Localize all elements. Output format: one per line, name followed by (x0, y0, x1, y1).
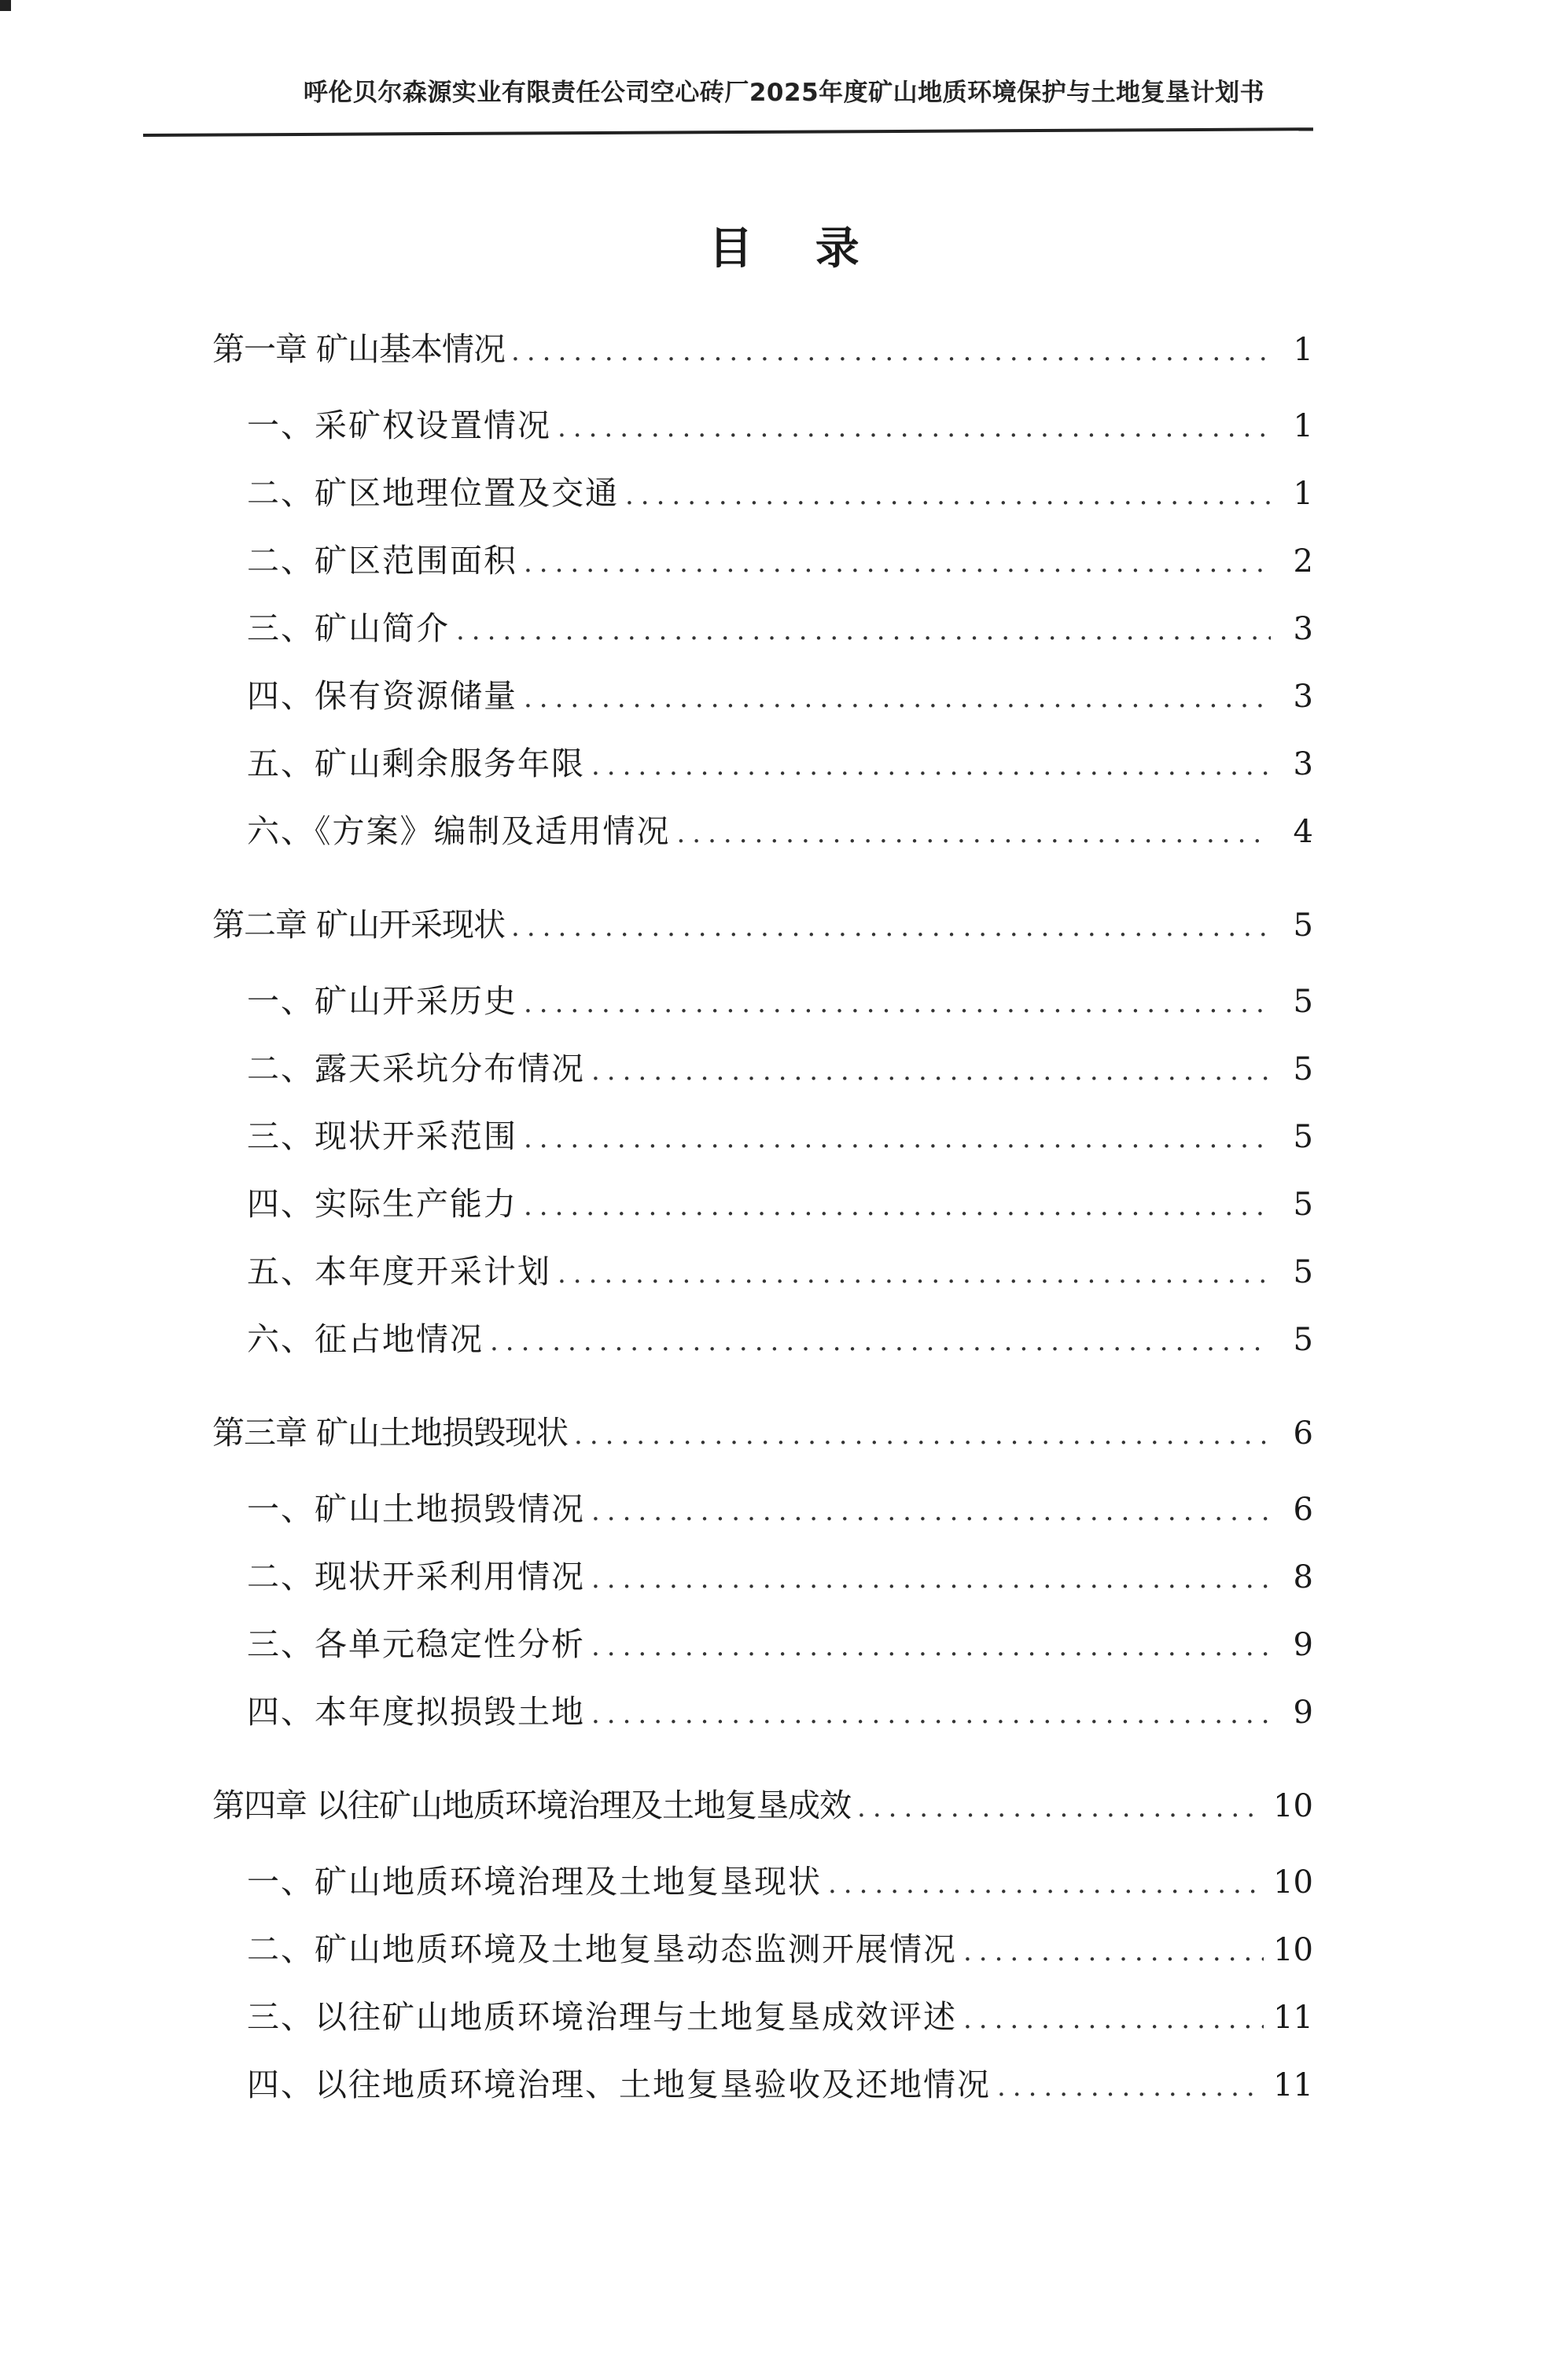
toc-list (212, 307, 1313, 2118)
toc-section-entry[interactable] (212, 1035, 1313, 1102)
dot-leader (524, 529, 1271, 597)
page-number: 3 (1293, 611, 1313, 647)
chapter-title: 第一章 矿山基本情况 (212, 330, 506, 368)
section-title: 四、保有资源储量 (247, 677, 517, 715)
section-title: 二、露天采坑分布情况 (247, 1050, 585, 1087)
dot-leader (524, 1105, 1271, 1172)
scan-corner-mark (0, 0, 11, 11)
toc-chapter-3[interactable] (212, 1390, 1313, 1475)
page-number: 6 (1293, 1492, 1313, 1528)
dot-leader (511, 309, 1271, 394)
page-number: 3 (1293, 679, 1313, 715)
dot-leader (591, 1613, 1271, 1680)
page-number: 2 (1293, 543, 1313, 580)
toc-chapter-1[interactable] (212, 307, 1313, 392)
section-title: 一、矿山土地损毁情况 (247, 1490, 585, 1528)
toc-section-entry[interactable] (212, 1916, 1313, 1983)
page-number: 10 (1273, 1788, 1313, 1824)
toc-section-entry[interactable] (212, 1983, 1313, 2051)
page-number: 5 (1293, 907, 1313, 944)
section-title: 二、现状开采利用情况 (247, 1558, 585, 1595)
dot-leader (625, 462, 1271, 529)
dot-leader (591, 1545, 1271, 1613)
section-title: 一、矿山开采历史 (247, 982, 517, 1020)
toc-section-entry[interactable] (212, 392, 1313, 459)
page-number: 5 (1293, 984, 1313, 1020)
page-number: 3 (1293, 746, 1313, 782)
page-number: 1 (1293, 476, 1313, 512)
section-title: 四、本年度拟损毁土地 (247, 1693, 585, 1731)
section-title: 二、矿区地理位置及交通 (247, 474, 619, 512)
toc-section-entry[interactable] (212, 1475, 1313, 1543)
page-number: 8 (1293, 1559, 1313, 1595)
section-title: 五、本年度开采计划 (247, 1253, 551, 1290)
toc-section-entry[interactable] (212, 1543, 1313, 1610)
chapter-title: 第三章 矿山土地损毁现状 (212, 1414, 569, 1452)
toc-section-entry[interactable] (212, 1170, 1313, 1238)
section-title: 三、各单元稳定性分析 (247, 1625, 585, 1663)
toc-section-entry[interactable] (212, 730, 1313, 797)
section-title: 六、征占地情况 (247, 1320, 484, 1358)
section-title: 四、实际生产能力 (247, 1185, 517, 1223)
section-title: 一、采矿权设置情况 (247, 407, 551, 444)
running-header: 呼伦贝尔森源实业有限责任公司空心砖厂2025年度矿山地质环境保护与土地复垦计划书 (303, 79, 1265, 107)
page-number: 5 (1293, 1322, 1313, 1358)
section-title: 二、矿区范围面积 (247, 542, 517, 580)
dot-leader (828, 1850, 1264, 1918)
page-number: 5 (1293, 1254, 1313, 1290)
dot-leader (591, 1680, 1271, 1748)
dot-leader (524, 1172, 1271, 1240)
page-number: 9 (1293, 1695, 1313, 1731)
toc-section-entry[interactable] (212, 1848, 1313, 1916)
page-number: 10 (1273, 1932, 1313, 1968)
section-title: 三、以往矿山地质环境治理与土地复垦成效评述 (247, 1998, 957, 2036)
page-number: 6 (1293, 1415, 1313, 1452)
page-number: 9 (1293, 1627, 1313, 1663)
header-rule (143, 127, 1313, 137)
dot-leader (574, 1393, 1271, 1478)
dot-leader (591, 732, 1271, 800)
toc-section-entry[interactable] (212, 967, 1313, 1035)
toc-section-entry[interactable] (212, 1238, 1313, 1305)
dot-leader (963, 1985, 1264, 2053)
page-number: 5 (1293, 1051, 1313, 1087)
toc-section-entry[interactable] (212, 594, 1313, 662)
dot-leader (558, 394, 1271, 462)
page-number: 4 (1293, 814, 1313, 850)
toc-title: 目 录 (709, 223, 883, 274)
dot-leader (997, 2053, 1264, 2121)
dot-leader (591, 1037, 1271, 1105)
page-number: 1 (1293, 408, 1313, 444)
section-title: 四、以往地质环境治理、土地复垦验收及还地情况 (247, 2066, 991, 2103)
toc-section-entry[interactable] (212, 1678, 1313, 1746)
chapter-title: 第二章 矿山开采现状 (212, 906, 506, 944)
dot-leader (511, 885, 1271, 970)
dot-leader (963, 1918, 1264, 1985)
page-number: 1 (1293, 332, 1313, 368)
page-number: 5 (1293, 1119, 1313, 1155)
page-number: 11 (1273, 2067, 1313, 2103)
toc-chapter-2[interactable] (212, 882, 1313, 967)
dot-leader (677, 800, 1272, 867)
dot-leader (591, 1478, 1271, 1545)
toc-section-entry[interactable] (212, 1610, 1313, 1678)
dot-leader (490, 1308, 1271, 1375)
dot-leader (456, 597, 1271, 664)
toc-section-entry[interactable] (212, 2051, 1313, 2118)
toc-section-entry[interactable] (212, 1102, 1313, 1170)
section-title: 一、矿山地质环境治理及土地复垦现状 (247, 1863, 822, 1901)
section-title: 三、现状开采范围 (247, 1117, 517, 1155)
toc-section-entry[interactable] (212, 797, 1313, 865)
chapter-title: 第四章 以往矿山地质环境治理及土地复垦成效 (212, 1787, 852, 1824)
page-number: 5 (1293, 1187, 1313, 1223)
toc-section-entry[interactable] (212, 527, 1313, 594)
toc-chapter-4[interactable] (212, 1763, 1313, 1848)
section-title: 五、矿山剩余服务年限 (247, 745, 585, 782)
section-title: 六、《方案》编制及适用情况 (247, 812, 671, 850)
toc-section-entry[interactable] (212, 1305, 1313, 1373)
toc-section-entry[interactable] (212, 459, 1313, 527)
page-number: 11 (1273, 2000, 1313, 2036)
dot-leader (558, 1240, 1271, 1308)
section-title: 二、矿山地质环境及土地复垦动态监测开展情况 (247, 1930, 957, 1968)
toc-section-entry[interactable] (212, 662, 1313, 730)
dot-leader (524, 970, 1271, 1037)
dot-leader (857, 1765, 1264, 1850)
section-title: 三、矿山简介 (247, 609, 450, 647)
dot-leader (524, 664, 1271, 732)
page-number: 10 (1273, 1864, 1313, 1901)
